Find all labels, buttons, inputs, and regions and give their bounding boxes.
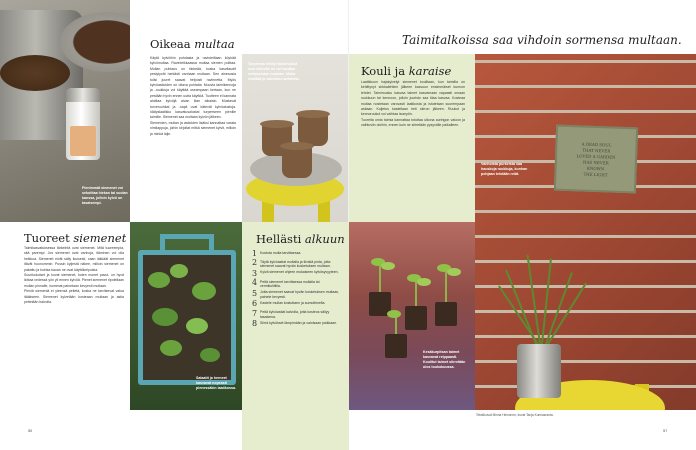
section-title-kouli: Kouli ja karaise	[361, 64, 452, 78]
salt-shaker	[66, 88, 100, 160]
tin-can-pot	[517, 344, 561, 398]
page-number-left: 56	[28, 428, 33, 433]
step-1: 1 Kostuta multa tarvittaessa.	[252, 250, 302, 258]
section-title-hellasti: Hellästi alkuun	[256, 232, 345, 246]
photo-credit: Tekstikuvat Minna Heinonen; kuvat Tanja Kunnasranta.	[476, 413, 554, 417]
step-3: 3 Kylvä siemenet ohjeen mukaiseen kylvösyvyyteen.	[252, 268, 339, 278]
section-title-tuoreet: Tuoreet siemenet	[24, 231, 127, 245]
photo-sprouting-pots	[349, 222, 475, 410]
step-2: 2 Täytä kylvöastiat mullalla ja tiivistä pinta, jotta siemenet saavat hyvän kosketuksen multaan.	[252, 258, 331, 269]
section-body-kouli: Laatikkoon hajakylvetyt siemenet koulitaan, kun taimilla on kehittynyt sirkkalehtien jälkeen kasvuun ensimmäiset kunnon lehdet. Taimirousku kasvaa taimet kasvamaan vapaasti omaan ruukkuun tai kennoon, jolloin juuristo saa tilaa kasvaa. Kosteaa multaa nostetaan varovasti laatikosta ja istutetaan suurempaan astiaan. Kuljetus kastellaan heti siirron jälkeen. Ruukut ja kennoruukut voi vaihtaa isompiin. Tuoreita omia taimia kannattaa totuttaa ulkona auringon valoon ja vaihtuviin oloihin, ennen kuin ne siirretään pysyvälle paikalleen.	[361, 80, 465, 128]
photo-brick-wall-plaque	[475, 54, 696, 410]
soil-pile	[0, 55, 70, 91]
steps-list	[252, 250, 340, 330]
green-panel-kouli	[349, 54, 475, 222]
section-body-tuoreet: Taimikasvatuksessa tärkeintä ovat siemenet. Mitä tuoreempia, sitä parempi. Jos siemenet ovat vanhoja, itäminen voi olla heikkoa. Siemenet eivät säily ikuisesti, vaan iäkkäät siemenet itävät huonommin. Pussin kyljestä näkee, milloin siemenet on pakattu ja kuinka kauan ne ovat käyttökelpoisia. Suurikokoiset ja kovat siemenet, kuten monet pavut, on hyvä liottaa vedessä yön yli ennen kylvöä. Pienet siemenet ripotellaan mullan pinnalle, isommat painetaan kevyesti multaan. Pieniä siemeniä ei yleensä peitetä, koska ne tarvitsevat valoa itääkseen. Siemenet kylvetään kosteaan multaan ja astia peitetään kalvolla.	[24, 246, 124, 305]
green-panel-steps	[242, 222, 349, 450]
photo-green-crate-seedlings	[130, 222, 242, 410]
step-5: 5 Jotta siemenet saavat hyvän kosketuksen multaan, painele kevyesti.	[252, 288, 340, 299]
page-number-right: 57	[663, 428, 668, 433]
step-7: 7 Peitä kylvöastiat kalvolla, jotta kosteus säilyy tasaisena.	[252, 308, 330, 319]
caption-soil: Pienimmät siemenet voi sekoittaa hiekan tai suolan kanssa, jolloin kylvö on tasaisempi.	[82, 186, 128, 205]
caption-sprouts: Kesäkurpitsan taimet kasvavat reippaasti. Koulitut taimet siirretään ulos toukokuussa.	[423, 350, 466, 369]
page-title: Taimitalkoissa saa vihdoin sormensa multaan.	[402, 33, 682, 47]
photo-soil-and-salt-shaker	[0, 0, 130, 222]
caption-seedcup: Turpeesta tehdyt taimiruukut ovat kätevät: ne voi istuttaa sellaisenaan maahan. Multa sisältää jo valmiiksi ravinteita.	[248, 62, 300, 81]
section-title-oikeaa: Oikeaa multaa	[150, 37, 235, 51]
caption-wall: Vanhoista purkeista saa hauskoja ruukkuja, kunhan pohjaan tehdään reiät.	[481, 162, 528, 176]
step-8: 8 Siirrä kylvökset lämpimään ja valoisaan paikkaan.	[252, 319, 338, 329]
step-4: 4 Peitä siemenet tarvittaessa mullalla tai vermikuliitilla.	[252, 278, 320, 289]
caption-greens: Salaatit ja herneet kasvavat nopeasti pienessäkin laatikossa.	[196, 376, 236, 390]
photo-peat-pots-on-stool	[242, 54, 348, 222]
section-body-oikeaa: Käytä kylvöihin puhdasta ja ravinteiltaan köyhää kylvömultaa. Ravinteikkaassa multaa siemen polttaa. Mullan puhtaus on tärkeää, koska kasvitaudit pesiytyvät herkästi vanhaan multaan. Sen ainesosia tulisi juuret saavat helposti ravinnetta. Myös kylvöastioiden on oltava puhtaita. Muovia taimikennoja ja -ruukkuja voi käyttää useampaan kertaan, kun ne pestään hyvin ennen uutta käyttöä. Tuotteen ei kannata aloittaa kylvöjä aivan liian aikaisin. Mustavat turverouhkat ja -napit ovat kätevät kylvöalustoja. Idätyslaatikko kasvatusalustat turpeeseen pienille taimille. Siemenet saa multaan kylvön jälkeen. Siemenien, mullan ja astioiden lisäksi kannattaa varata nimilappuja, joihin kirjoitat mitkä siemenet kylvit, milloin ja minkä lajin.	[150, 56, 236, 136]
garden-plaque: A DEAD SOUL THAT NEVER LOVED A GARDEN HAS NEVER KNOWN THE LIGHT	[554, 125, 638, 194]
step-6: 6 Kastele mullan kostuttaen ja sumuttimella.	[252, 299, 326, 309]
